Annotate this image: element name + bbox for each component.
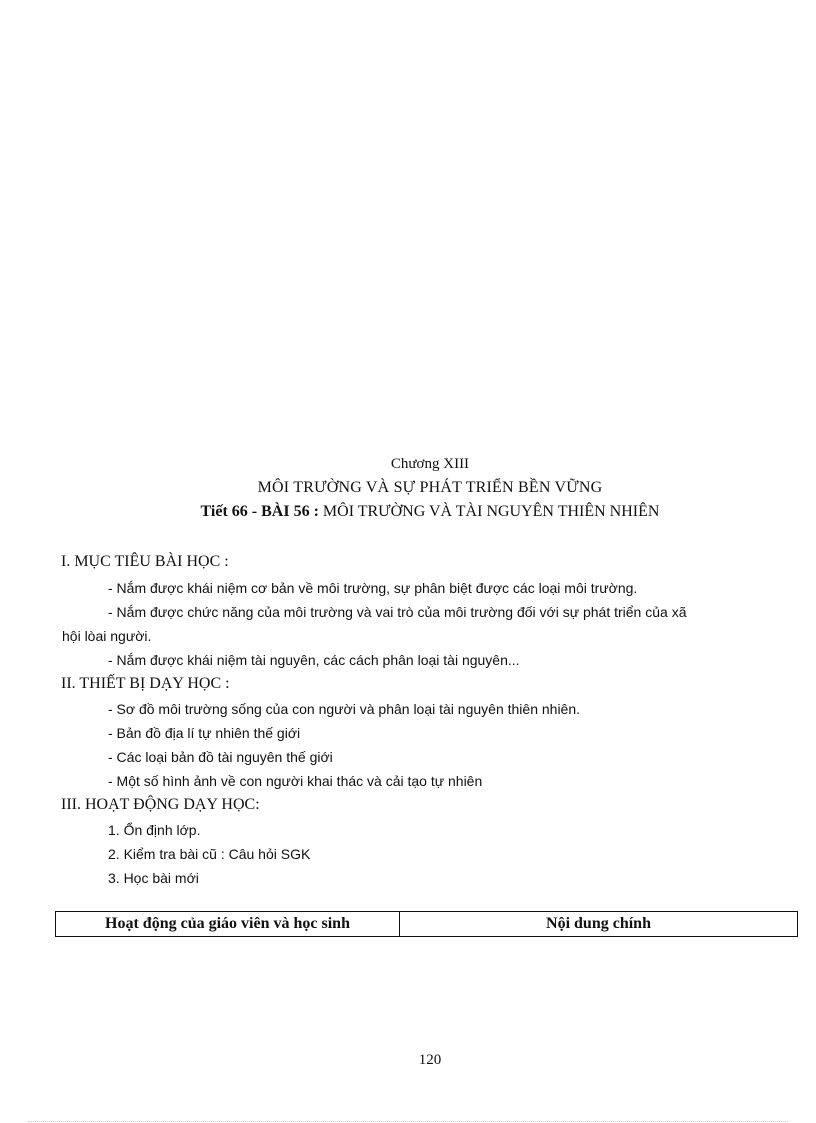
section-objectives-heading: I. MỤC TIÊU BÀI HỌC : (61, 553, 229, 570)
activity-step-1: 1. Ổn định lớp. (108, 822, 201, 838)
activity-step-3: 3. Học bài mới (108, 870, 199, 886)
page-bottom-divider (28, 1121, 788, 1122)
equipment-line-3: - Các loại bản đồ tài nguyên thế giới (108, 749, 333, 765)
section-activities-heading: III. HOẠT ĐỘNG DẠY HỌC: (61, 796, 260, 813)
equipment-line-1: - Sơ đồ môi trường sống của con người và phân loại tài nguyên thiên nhiên. (108, 701, 581, 717)
lesson-table (55, 911, 798, 937)
page-number: 120 (418, 1052, 442, 1068)
equipment-line-2: - Bản đồ địa lí tự nhiên thế giới (108, 725, 301, 741)
equipment-line-4: - Một số hình ảnh về con người khai thác và cải tạo tự nhiên (108, 773, 483, 789)
activity-step-2: 2. Kiểm tra bài cũ : Câu hỏi SGK (108, 846, 311, 862)
section-equipment-heading: II. THIẾT BỊ DẠY HỌC : (61, 675, 230, 692)
objective-line-1: - Nắm được khái niệm cơ bản về môi trường, sự phân biệt được các loại môi trường. (108, 580, 638, 596)
lesson-title (0, 500, 816, 524)
objective-line-2: - Nắm được chức năng của môi trường và vai trò của môi trường đối với sự phát triển của xã (108, 604, 687, 620)
lesson-name: MÔI TRƯỜNG VÀ TÀI NGUYÊN THIÊN NHIÊN (322, 503, 660, 520)
objective-line-2-cont: hội lòai người. (62, 628, 152, 644)
chapter-title: MÔI TRƯỜNG VÀ SỰ PHÁT TRIỂN BỀN VỮNG (257, 479, 603, 496)
lesson-prefix: Tiết 66 - BÀI 56 : (200, 503, 319, 520)
chapter-label: Chương XIII (390, 456, 470, 472)
table-header-activities: Hoạt động của giáo viên và học sinh (56, 912, 400, 936)
header-block (0, 452, 816, 524)
table-header-content: Nội dung chính (546, 915, 651, 932)
objective-line-3: - Nắm được khái niệm tài nguyên, các cách phân loại tài nguyên... (108, 652, 520, 668)
